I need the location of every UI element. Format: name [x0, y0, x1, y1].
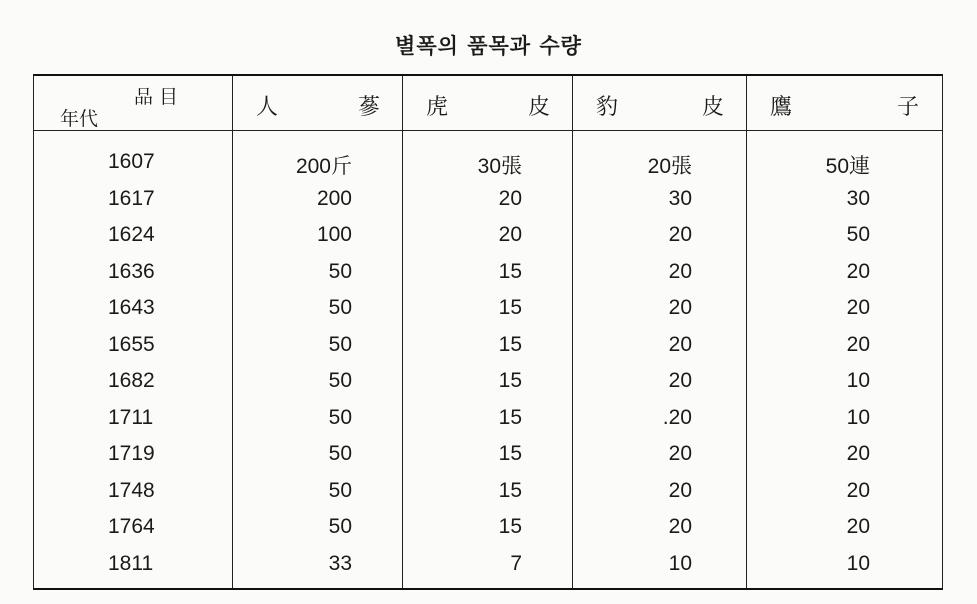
hawk-cell: 10	[846, 551, 870, 575]
tiger-skin-cell: 20	[498, 186, 522, 210]
table-row	[34, 400, 942, 436]
header-hawk-char2: 子	[896, 95, 919, 120]
leopard-skin-cell: 30	[668, 186, 692, 210]
ginseng-cell: 200斤	[295, 155, 352, 178]
hawk-cell: 10	[846, 405, 870, 429]
table-row	[34, 181, 942, 217]
year-cell: 1711	[108, 405, 154, 429]
leopard-skin-cell: 20張	[647, 155, 692, 178]
year-cell: 1624	[108, 223, 155, 246]
header-items-label: 品 目	[134, 86, 179, 108]
year-cell: 1811	[108, 551, 154, 575]
table-row	[34, 327, 942, 363]
ginseng-cell: 50	[328, 442, 352, 465]
year-cell: 1607	[108, 150, 155, 173]
hawk-cell: 20	[846, 478, 870, 502]
table-row	[34, 144, 942, 180]
table-row	[34, 509, 942, 545]
tiger-skin-cell: 15	[498, 259, 522, 283]
leopard-skin-cell: 20	[668, 223, 692, 246]
header-hawk	[746, 86, 941, 122]
header-ginseng-char2: 蔘	[357, 95, 380, 120]
year-cell: 1655	[108, 332, 155, 356]
ginseng-cell: 50	[328, 405, 352, 429]
year-cell: 1617	[108, 186, 155, 210]
ginseng-cell: 50	[328, 515, 352, 538]
table-row	[34, 254, 942, 290]
table-title: 별폭의 품목과 수량	[395, 34, 582, 58]
tiger-skin-cell: 15	[498, 405, 522, 429]
table-row	[34, 546, 942, 582]
tiger-skin-cell: 15	[498, 478, 522, 502]
table-row	[34, 290, 942, 326]
tiger-skin-cell: 20	[498, 223, 522, 246]
ginseng-cell: 50	[328, 478, 352, 502]
ginseng-cell: 33	[328, 551, 352, 575]
header-tiger-char1: 虎	[426, 95, 449, 120]
tiger-skin-cell: 15	[498, 442, 522, 465]
leopard-skin-cell: 20	[668, 515, 692, 538]
leopard-skin-cell: 20	[668, 259, 692, 283]
hawk-cell: 20	[846, 332, 870, 356]
ginseng-cell: 200	[316, 186, 352, 210]
header-hawk-char1: 鷹	[770, 95, 793, 120]
tiger-skin-cell: 7	[510, 551, 522, 575]
tiger-skin-cell: 30張	[477, 155, 522, 178]
ginseng-cell: 50	[328, 332, 352, 356]
table-row	[34, 217, 942, 253]
header-year-label: 年代	[60, 108, 99, 130]
hawk-cell: 20	[846, 296, 870, 319]
table-row	[34, 473, 942, 509]
hawk-cell: 30	[846, 186, 870, 210]
hawk-cell: 20	[846, 259, 870, 283]
table-row	[34, 363, 942, 399]
year-cell: 1682	[108, 369, 155, 392]
hawk-cell: 50連	[825, 155, 870, 178]
ginseng-cell: 50	[328, 296, 352, 319]
hawk-cell: 20	[846, 442, 870, 465]
year-cell: 1719	[108, 442, 155, 465]
header-divider	[34, 130, 942, 131]
leopard-skin-cell: 20	[668, 332, 692, 356]
ginseng-cell: 50	[328, 369, 352, 392]
leopard-skin-cell: 10	[668, 551, 692, 575]
leopard-skin-cell: 20	[668, 442, 692, 465]
ginseng-cell: 50	[328, 259, 352, 283]
year-cell: 1643	[108, 296, 155, 319]
leopard-skin-cell: 20	[668, 296, 692, 319]
hawk-cell: 10	[846, 369, 870, 392]
year-cell: 1636	[108, 259, 155, 283]
year-cell: 1764	[108, 515, 155, 538]
header-leopard-char1: 豹	[596, 95, 619, 120]
tribute-table	[33, 74, 943, 590]
table-row	[34, 436, 942, 472]
year-cell: 1748	[108, 478, 155, 502]
tiger-skin-cell: 15	[498, 296, 522, 319]
ginseng-cell: 100	[316, 223, 352, 246]
leopard-skin-cell: .20	[662, 405, 692, 429]
header-ginseng-char1: 人	[256, 95, 279, 120]
header-tiger-char2: 皮	[527, 95, 550, 120]
tiger-skin-cell: 15	[498, 369, 522, 392]
hawk-cell: 50	[846, 223, 870, 246]
tiger-skin-cell: 15	[498, 515, 522, 538]
header-ginseng	[232, 86, 402, 122]
tiger-skin-cell: 15	[498, 332, 522, 356]
header-leopard-char2: 皮	[701, 95, 724, 120]
header-tiger-skin	[402, 86, 572, 122]
header-leopard-skin	[572, 86, 746, 122]
leopard-skin-cell: 20	[668, 478, 692, 502]
leopard-skin-cell: 20	[668, 369, 692, 392]
hawk-cell: 20	[846, 515, 870, 538]
